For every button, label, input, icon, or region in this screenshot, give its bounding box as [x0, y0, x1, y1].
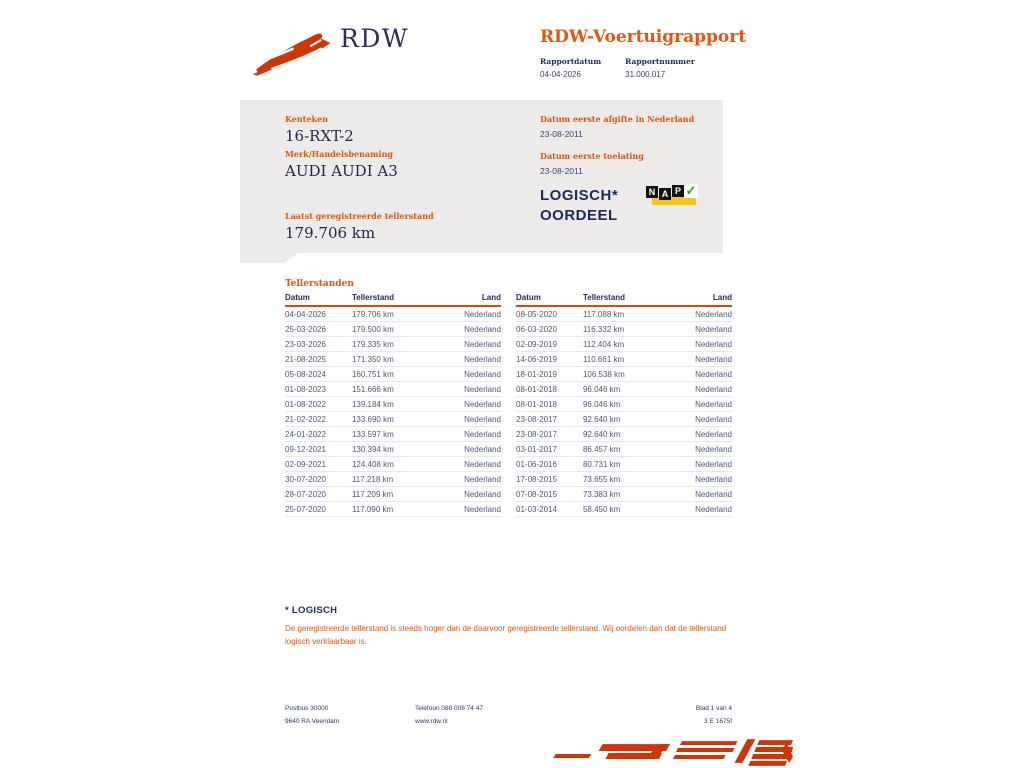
- table-row: [516, 367, 732, 382]
- report-date-value: 04-04-2026: [540, 70, 581, 79]
- cell-tellerstand: 106.538 km: [583, 367, 667, 382]
- cell-tellerstand: 80.731 km: [583, 457, 667, 472]
- cell-tellerstand: 130.394 km: [352, 442, 436, 457]
- cell-tellerstand: 92.640 km: [583, 427, 667, 442]
- cell-land: Nederland: [436, 472, 501, 487]
- report-number-value: 31.000.017: [625, 70, 666, 79]
- cell-land: Nederland: [436, 412, 501, 427]
- kenteken-field: [285, 114, 354, 145]
- cell-land: Nederland: [436, 337, 501, 352]
- nap-checkmark-icon: ✓: [685, 183, 697, 198]
- cell-land: Nederland: [436, 427, 501, 442]
- table-row: [516, 442, 732, 457]
- rdw-wing-decoration-icon: [545, 737, 793, 768]
- cell-land: Nederland: [436, 442, 501, 457]
- cell-tellerstand: 171.350 km: [352, 352, 436, 367]
- eerste-toelating-label: Datum eerste toelating: [540, 151, 644, 161]
- footer-doc-code: 3 E 1675f: [704, 718, 732, 725]
- footnote-text: De geregistreerde tellerstand is steeds hoger dan de daarvoor geregistreerde tellerstand. Wij oordelen dan dat de tellerstand logisch verklaarbaar is.: [285, 624, 727, 646]
- odometer-tables: [285, 291, 732, 517]
- cell-land: Nederland: [667, 382, 732, 397]
- cell-land: Nederland: [436, 487, 501, 502]
- cell-datum: 21-02-2022: [285, 412, 352, 427]
- nap-letter-tiles: [646, 186, 684, 200]
- cell-tellerstand: 160.751 km: [352, 367, 436, 382]
- report-number-label: Rapportnummer: [625, 57, 695, 66]
- cell-datum: 25-07-2020: [285, 502, 352, 517]
- cell-tellerstand: 133.690 km: [352, 412, 436, 427]
- cell-datum: 23-08-2017: [516, 412, 583, 427]
- oordeel-line1: LOGISCH*: [540, 187, 619, 204]
- cell-datum: 03-01-2017: [516, 442, 583, 457]
- table-row: [516, 322, 732, 337]
- cell-datum: 18-01-2019: [516, 367, 583, 382]
- eerste-afgifte-field: [540, 114, 694, 139]
- footer-page-number: Blad 1 van 4: [695, 705, 732, 712]
- table-row: [516, 397, 732, 412]
- cell-datum: 21-08-2025: [285, 352, 352, 367]
- cell-tellerstand: 112.404 km: [583, 337, 667, 352]
- cell-datum: 08-01-2018: [516, 397, 583, 412]
- col-land: Land: [667, 291, 732, 306]
- report-date-label: Rapportdatum: [540, 57, 602, 66]
- cell-land: Nederland: [667, 337, 732, 352]
- table-row: [516, 472, 732, 487]
- table-row: [285, 457, 501, 472]
- table-row: [285, 306, 501, 322]
- eerste-toelating-value: 23-08-2011: [540, 166, 583, 176]
- cell-land: Nederland: [667, 457, 732, 472]
- col-land: Land: [436, 291, 501, 306]
- table-row: [516, 337, 732, 352]
- odometer-table-right: [516, 291, 732, 517]
- table-row: [285, 472, 501, 487]
- table-row: [516, 352, 732, 367]
- cell-tellerstand: 73.383 km: [583, 487, 667, 502]
- nap-letter-n: N: [646, 186, 658, 198]
- footer-website: www.rdw.nl: [415, 718, 448, 725]
- table-row: [285, 502, 501, 517]
- cell-datum: 02-09-2019: [516, 337, 583, 352]
- cell-tellerstand: 139.184 km: [352, 397, 436, 412]
- cell-tellerstand: 110.661 km: [583, 352, 667, 367]
- cell-land: Nederland: [667, 412, 732, 427]
- laatste-tellerstand-value: 179.706 km: [285, 224, 376, 242]
- cell-datum: 30-07-2020: [285, 472, 352, 487]
- merk-field: [285, 149, 398, 180]
- col-tellerstand: Tellerstand: [352, 291, 436, 306]
- cell-tellerstand: 96.046 km: [583, 382, 667, 397]
- oordeel-verdict: [540, 186, 618, 226]
- footer-postbus: Postbus 30000: [285, 705, 329, 712]
- eerste-afgifte-value: 23-08-2011: [540, 129, 583, 139]
- cell-land: Nederland: [667, 442, 732, 457]
- cell-datum: 28-07-2020: [285, 487, 352, 502]
- cell-tellerstand: 151.666 km: [352, 382, 436, 397]
- cell-land: Nederland: [667, 367, 732, 382]
- table-row: [285, 382, 501, 397]
- cell-datum: 02-09-2021: [285, 457, 352, 472]
- table-row: [516, 412, 732, 427]
- cell-land: Nederland: [667, 322, 732, 337]
- cell-land: Nederland: [667, 502, 732, 517]
- cell-datum: 23-03-2026: [285, 337, 352, 352]
- cell-datum: 23-08-2017: [516, 427, 583, 442]
- table-header-row: [516, 291, 732, 306]
- table-row: [285, 487, 501, 502]
- footer-contact: [415, 702, 483, 728]
- cell-land: Nederland: [667, 427, 732, 442]
- nap-letter-a: A: [659, 188, 671, 200]
- cell-land: Nederland: [436, 352, 501, 367]
- logisch-footnote: [285, 605, 740, 648]
- cell-land: Nederland: [667, 352, 732, 367]
- cell-datum: 08-05-2020: [516, 306, 583, 322]
- cell-datum: 05-08-2024: [285, 367, 352, 382]
- table-row: [516, 306, 732, 322]
- eerste-afgifte-label: Datum eerste afgifte in Nederland: [540, 114, 695, 124]
- cell-land: Nederland: [667, 487, 732, 502]
- cell-tellerstand: 96.046 km: [583, 397, 667, 412]
- col-datum: Datum: [516, 291, 583, 306]
- table-row: [285, 367, 501, 382]
- col-datum: Datum: [285, 291, 352, 306]
- merk-value: AUDI AUDI A3: [285, 162, 398, 180]
- table-row: [285, 352, 501, 367]
- laatste-tellerstand-field: [285, 211, 434, 242]
- laatste-tellerstand-label: Laatst geregistreerde tellerstand: [285, 211, 434, 221]
- footnote-title: * LOGISCH: [285, 605, 338, 616]
- cell-datum: 01-03-2014: [516, 502, 583, 517]
- cell-land: Nederland: [436, 306, 501, 322]
- table-row: [516, 457, 732, 472]
- table-row: [516, 382, 732, 397]
- report-meta: [540, 57, 695, 79]
- cell-tellerstand: 116.332 km: [583, 322, 667, 337]
- nap-letter-p: P: [672, 185, 684, 197]
- cell-land: Nederland: [667, 472, 732, 487]
- cell-tellerstand: 117.088 km: [583, 306, 667, 322]
- cell-tellerstand: 86.457 km: [583, 442, 667, 457]
- cell-datum: 25-03-2026: [285, 322, 352, 337]
- cell-land: Nederland: [667, 306, 732, 322]
- cell-tellerstand: 92.640 km: [583, 412, 667, 427]
- cell-tellerstand: 133.597 km: [352, 427, 436, 442]
- cell-tellerstand: 117.209 km: [352, 487, 436, 502]
- cell-datum: 07-08-2015: [516, 487, 583, 502]
- cell-datum: 01-08-2022: [285, 397, 352, 412]
- table-row: [516, 427, 732, 442]
- table-row: [285, 322, 501, 337]
- cell-tellerstand: 179.500 km: [352, 322, 436, 337]
- report-number-field: [625, 57, 695, 79]
- cell-land: Nederland: [667, 397, 732, 412]
- cell-tellerstand: 117.090 km: [352, 502, 436, 517]
- footer-page-info: [696, 702, 732, 728]
- kenteken-value: 16-RXT-2: [285, 127, 354, 145]
- cell-datum: 06-03-2020: [516, 322, 583, 337]
- cell-datum: 04-04-2026: [285, 306, 352, 322]
- cell-tellerstand: 179.335 km: [352, 337, 436, 352]
- table-header-row: [285, 291, 501, 306]
- cell-datum: 01-08-2023: [285, 382, 352, 397]
- cell-tellerstand: 58.450 km: [583, 502, 667, 517]
- table-row: [285, 442, 501, 457]
- footer-address: [285, 702, 339, 728]
- tellerstanden-heading: Tellerstanden: [285, 279, 354, 289]
- footer-phone: Telefoon 088 008 74 47: [415, 705, 483, 712]
- kenteken-label: Kenteken: [285, 114, 328, 124]
- cell-tellerstand: 117.218 km: [352, 472, 436, 487]
- table-row: [516, 487, 732, 502]
- table-row: [285, 427, 501, 442]
- cell-land: Nederland: [436, 457, 501, 472]
- rdw-wordmark: RDW: [340, 24, 410, 53]
- table-row: [516, 502, 732, 517]
- col-tellerstand: Tellerstand: [583, 291, 667, 306]
- table-row: [285, 412, 501, 427]
- cell-land: Nederland: [436, 382, 501, 397]
- eerste-toelating-field: [540, 151, 644, 176]
- footer-city: 9640 RA Veendam: [285, 718, 340, 725]
- cell-land: Nederland: [436, 502, 501, 517]
- cell-tellerstand: 179.706 km: [352, 306, 436, 322]
- cell-land: Nederland: [436, 322, 501, 337]
- odometer-table-left: [285, 291, 501, 517]
- cell-datum: 01-06-2016: [516, 457, 583, 472]
- cell-datum: 17-08-2015: [516, 472, 583, 487]
- cell-tellerstand: 124.408 km: [352, 457, 436, 472]
- vehicle-summary-panel: [240, 100, 723, 253]
- rdw-bird-logo-icon: [253, 26, 333, 76]
- cell-datum: 24-01-2022: [285, 427, 352, 442]
- cell-tellerstand: 73.655 km: [583, 472, 667, 487]
- cell-land: Nederland: [436, 397, 501, 412]
- report-date-field: [540, 57, 601, 79]
- cell-datum: 09-12-2021: [285, 442, 352, 457]
- nap-logo: [646, 184, 696, 208]
- cell-datum: 08-01-2018: [516, 382, 583, 397]
- table-row: [285, 337, 501, 352]
- cell-land: Nederland: [436, 367, 501, 382]
- cell-datum: 14-06-2019: [516, 352, 583, 367]
- report-title: RDW-Voertuigrapport: [540, 27, 747, 47]
- merk-label: Merk/Handelsbenaming: [285, 149, 394, 159]
- oordeel-line2: OORDEEL: [540, 207, 618, 224]
- table-row: [285, 397, 501, 412]
